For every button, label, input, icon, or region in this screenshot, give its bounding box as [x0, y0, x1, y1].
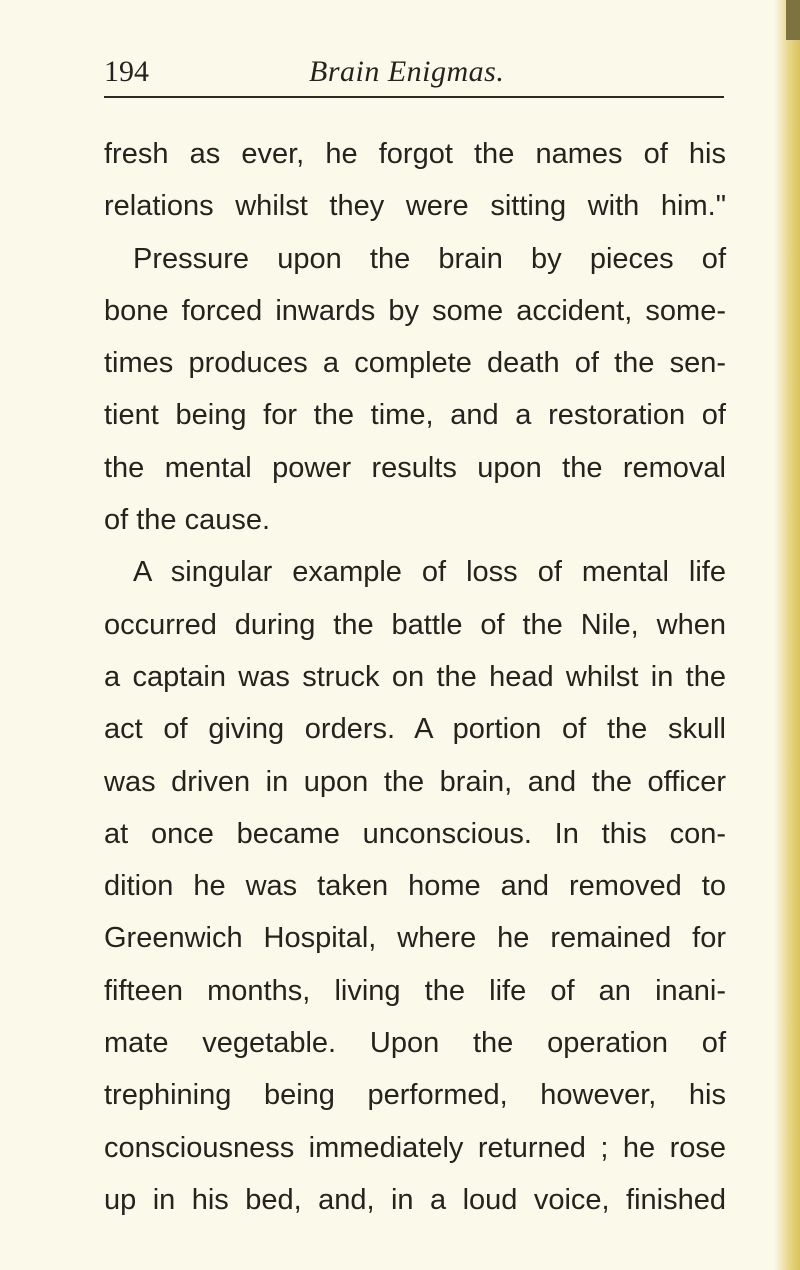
page-header	[104, 52, 724, 92]
text-line: occurred during the battle of the Nile, when	[104, 608, 726, 641]
page-edge-stain	[774, 0, 800, 1270]
text-line: A singular example of loss of mental life	[133, 556, 726, 589]
text-line: fifteen months, living the life of an inani-	[104, 974, 726, 1007]
text-line: bone forced inwards by some accident, some-	[104, 294, 726, 327]
page-corner-shadow	[786, 0, 800, 40]
header-rule	[104, 96, 724, 98]
text-line: consciousness immediately returned ; he rose	[104, 1131, 726, 1164]
text-line: the mental power results upon the removal	[104, 451, 726, 484]
text-line: fresh as ever, he forgot the names of his	[104, 138, 726, 170]
text-line: tient being for the time, and a restoration of	[104, 399, 726, 432]
page-number: 194	[104, 55, 149, 88]
text-line: Pressure upon the brain by pieces of	[133, 242, 726, 275]
body-text	[104, 128, 726, 1226]
text-line: times produces a complete death of the sen-	[104, 347, 726, 380]
running-title: Brain Enigmas.	[309, 55, 505, 88]
text-line: dition he was taken home and removed to	[104, 870, 726, 903]
text-line: at once became unconscious. In this con-	[104, 817, 726, 850]
text-line: up in his bed, and, in a loud voice, finished	[104, 1183, 726, 1216]
text-line: was driven in upon the brain, and the officer	[104, 765, 726, 798]
text-line: relations whilst they were sitting with him."	[104, 190, 726, 223]
text-line: trephining being performed, however, his	[104, 1079, 726, 1112]
text-line: act of giving orders. A portion of the skull	[104, 713, 726, 746]
text-line: of the cause.	[104, 504, 271, 537]
text-line: a captain was struck on the head whilst in the	[104, 660, 726, 693]
text-line: mate vegetable. Upon the operation of	[104, 1027, 726, 1060]
text-line: Greenwich Hospital, where he remained for	[104, 922, 726, 955]
